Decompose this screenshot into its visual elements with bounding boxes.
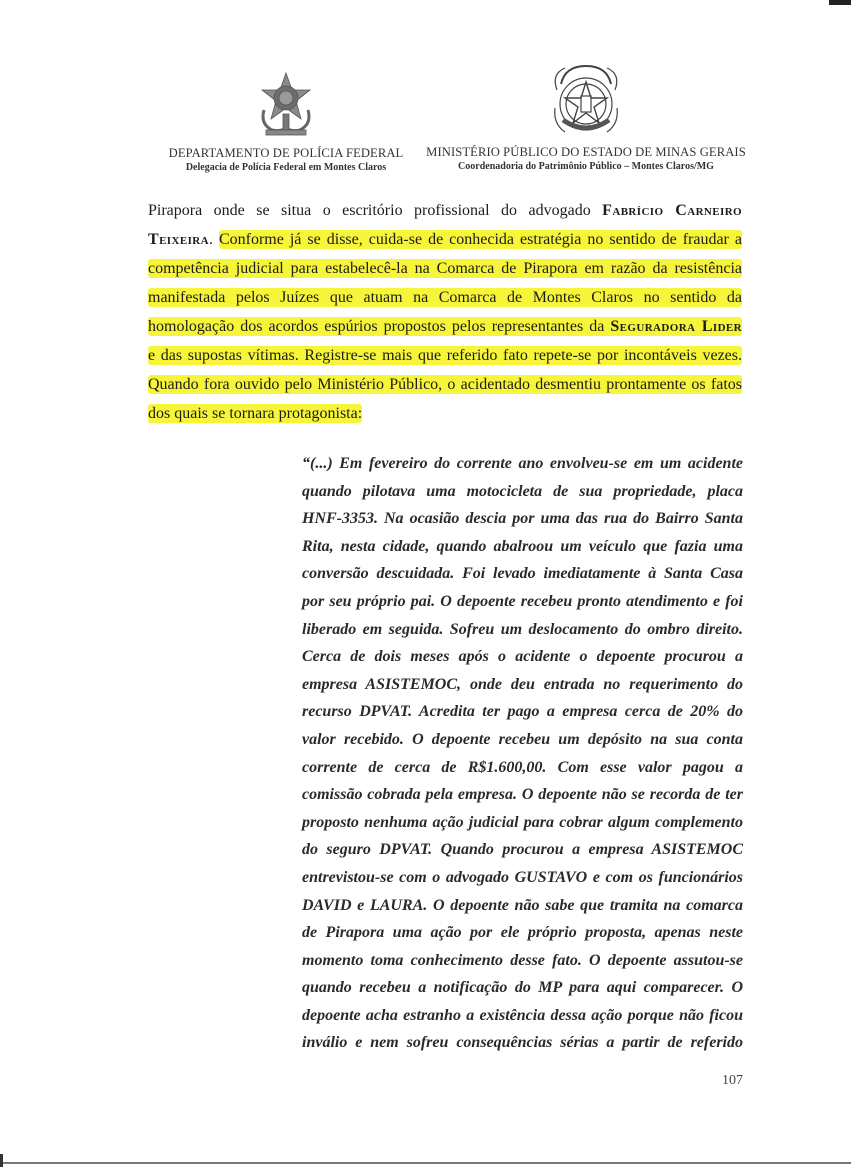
quote-line: entrevistou-se com o advogado GUSTAVO e com os funcionários [302, 868, 743, 886]
scan-edge-mark [0, 1154, 3, 1167]
quote-line: inválio e nem sofreu consequências sérias a partir de referido [302, 1034, 743, 1052]
quote-line: HNF-3353. Na ocasião descia por uma das rua do Bairro Santa [302, 510, 743, 528]
quote-line: liberado em seguida. Sofreu um deslocamento do ombro direito. [302, 620, 743, 638]
quote-line: Cerca de dois meses após o acidente o depoente procurou a [302, 648, 743, 666]
body-line [148, 399, 742, 428]
quote-line: quando recebeu a notificação do MP para aqui comparecer. O [302, 979, 743, 997]
quote-line: DAVID e LAURA. O depoente não sabe que tramita na comarca [302, 896, 743, 914]
body-line [148, 254, 742, 283]
highlighted-text: dos quais se tornara protagonista: [148, 405, 363, 422]
quote-line: por seu próprio pai. O depoente recebeu pronto atendimento e foi [302, 592, 743, 610]
quote-line: do seguro DPVAT. Quando procurou a empresa ASISTEMOC [302, 841, 743, 859]
page-number: 107 [722, 1073, 743, 1088]
quote-line: “(...) Em fevereiro do corrente ano envolveu-se em um acidente [302, 455, 743, 472]
lawyer-surname: Teixeira [148, 231, 209, 248]
quote-line: conversão descuidada. Foi levado imediatamente à Santa Casa [302, 565, 743, 583]
quote-line: quando pilotava uma motocicleta de sua propriedade, placa [302, 482, 743, 500]
highlighted-text: Quando fora ouvido pelo Ministério Público, o acidentado desmentiu prontamente os fatos [148, 376, 742, 393]
body-line [148, 312, 742, 341]
federal-police-unit: Delegacia de Polícia Federal em Montes Claros [185, 162, 387, 173]
quote-line: de Pirapora uma ação por ele próprio proposta, apenas neste [302, 924, 743, 942]
highlighted-text: competência judicial para estabelecê-la na Comarca de Pirapora em razão da resistência [148, 260, 742, 277]
body-line [148, 370, 742, 399]
quote-line: empresa ASISTEMOC, onde deu entrada no requerimento do [302, 675, 743, 693]
quote-line: comissão cobrada pela empresa. O depoente não se recorda de ter [302, 786, 743, 804]
brazil-coat-of-arms-icon [252, 70, 320, 138]
bottom-rule [0, 1162, 851, 1164]
quote-line: depoente acha estranho a existência dessa ação porque não ficou [302, 1006, 743, 1024]
body-line [148, 341, 742, 370]
quote-line: Rita, nesta cidade, quando abalroou um veículo que fazia uma [302, 537, 743, 555]
highlighted-text: e das supostas vítimas. Registre-se mais que referido fato repete-se por incontáveis vezes. [148, 347, 742, 364]
testimony-quote [302, 450, 743, 1057]
quote-line: momento toma conhecimento desse fato. O depoente assutou-se [302, 951, 743, 969]
body-line: Teixeira. Conforme já se disse, cuida-se de conhecida estratégia no sentido de fraudar a [148, 231, 742, 248]
insurer-name: Seguradora Lider [610, 318, 742, 335]
federal-police-name: DEPARTAMENTO DE POLÍCIA FEDERAL [168, 146, 404, 160]
body-line: Pirapora onde se situa o escritório profissional do advogado Fabrício Carneiro [148, 202, 742, 219]
lawyer-name: Fabrício Carneiro [602, 202, 742, 219]
federal-police-block [150, 60, 422, 173]
highlighted-text: Conforme já se disse, cuida-se de conhecida estratégia no sentido de fraudar a [218, 231, 742, 248]
quote-line: valor recebido. O depoente recebeu um depósito na sua conta [302, 730, 743, 748]
body-paragraph [148, 196, 742, 428]
quote-line: recurso DPVAT. Acredita ter pago a empresa cerca de 20% do [302, 703, 743, 721]
quote-line: corrente de cerca de R$1.600,00. Com esse valor pagou a [302, 758, 743, 776]
minas-gerais-coat-of-arms-icon [545, 60, 627, 142]
document-header [0, 60, 851, 180]
scan-corner-mark [829, 0, 851, 5]
body-line [148, 283, 742, 312]
public-ministry-unit: Coordenadoria do Patrimônio Público – Montes Claros/MG [458, 161, 714, 172]
highlighted-text: homologação dos acordos espúrios propostos pelos representantes da Seguradora Lider [148, 318, 742, 335]
public-ministry-name: MINISTÉRIO PÚBLICO DO ESTADO DE MINAS GERAIS [426, 145, 746, 159]
quote-line: proposto nenhuma ação judicial para cobrar algum complemento [302, 813, 743, 831]
public-ministry-block [420, 60, 752, 172]
highlighted-text: manifestada pelos Juízes que atuam na Comarca de Montes Claros no sentido da [148, 289, 742, 306]
